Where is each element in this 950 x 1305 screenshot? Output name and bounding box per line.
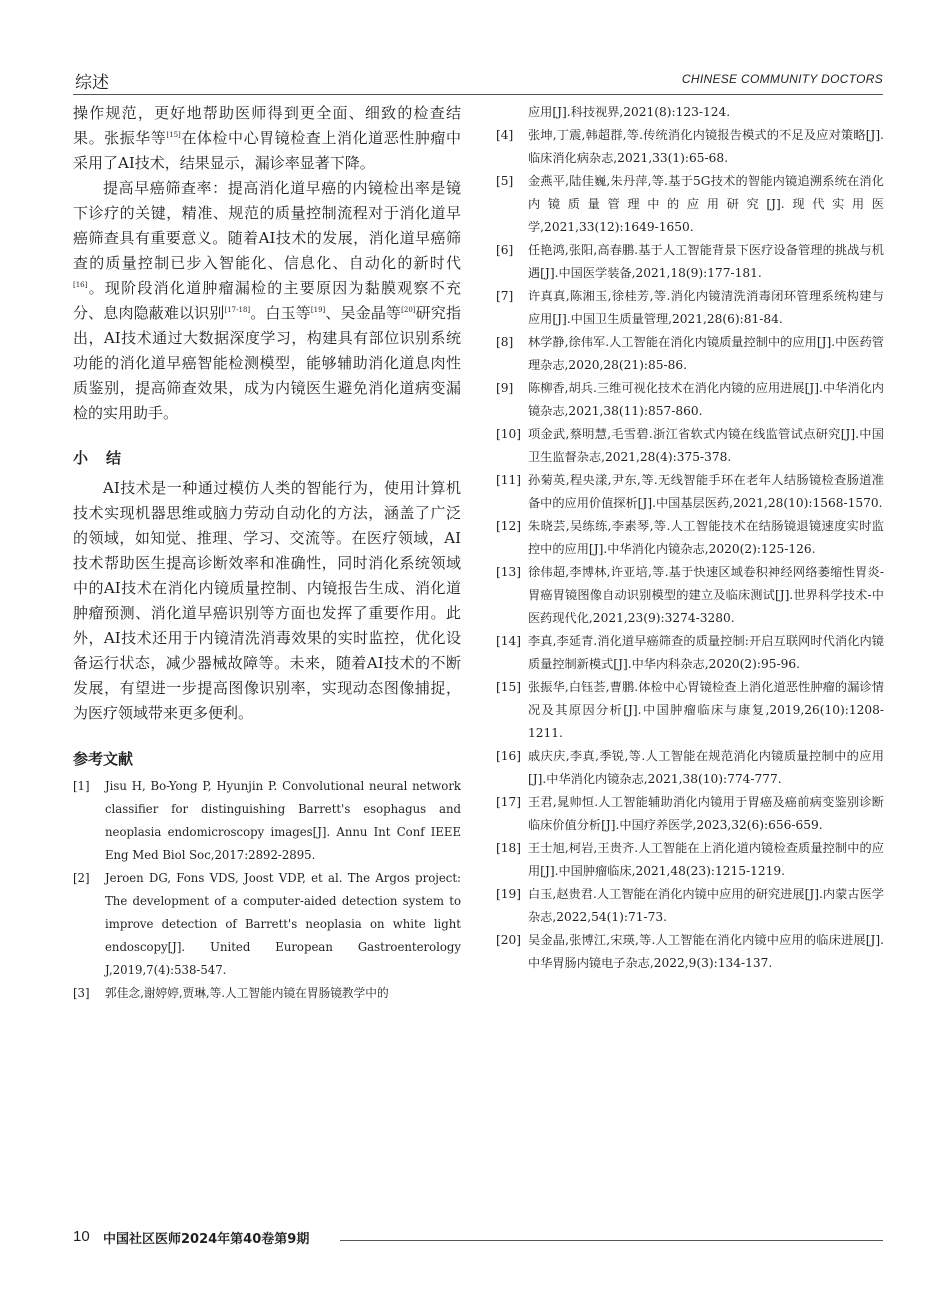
reference-number: [7] bbox=[496, 289, 514, 303]
reference-number: [12] bbox=[496, 519, 522, 533]
reference-text: 张坤,丁震,韩超群,等.传统消化内镜报告模式的不足及应对策略[J].临床消化病杂志,2021,33(1):65-68. bbox=[528, 128, 884, 165]
reference-item bbox=[496, 239, 884, 285]
reference-text: Jisu H, Bo-Yong P, Hyunjin P. Convolutional neural network classifier for distinguishing Barrett's esophagus and neoplasia endomicroscopy images[J]. Annu Int Conf IEEE Eng Med Biol Soc,2017:2892-2895. bbox=[105, 779, 461, 862]
reference-item bbox=[496, 561, 884, 630]
reference-list-right bbox=[496, 101, 884, 975]
body-paragraph-1 bbox=[73, 101, 461, 176]
page-number: 10 bbox=[73, 1228, 90, 1245]
paragraph-text: 研究指出，AI技术通过大数据深度学习，构建具有部位识别系统功能的消化道早癌智能检测模型，能够辅助消化道息肉性质鉴别，提高筛查效果，成为内镜医生避免消化道病变漏检的实用助手。 bbox=[73, 304, 461, 422]
citation-marker: [19] bbox=[310, 306, 326, 314]
reference-number: [15] bbox=[496, 680, 522, 694]
right-column bbox=[496, 101, 884, 975]
reference-item bbox=[73, 982, 461, 1005]
reference-text: 徐伟超,李博林,许亚培,等.基于快速区域卷积神经网络萎缩性胃炎-胃癌胃镜图像自动识别模型的建立及临床测试[J].世界科学技术-中医药现代化,2021,23(9):3274-3280. bbox=[528, 565, 884, 625]
reference-number: [2] bbox=[73, 871, 90, 885]
reference-item-continued bbox=[496, 101, 884, 124]
reference-number: [14] bbox=[496, 634, 522, 648]
reference-item bbox=[496, 469, 884, 515]
reference-item bbox=[496, 377, 884, 423]
reference-number: [8] bbox=[496, 335, 514, 349]
reference-list-left bbox=[73, 775, 461, 1005]
references-heading: 参考文献 bbox=[73, 750, 134, 768]
journal-issue: 中国社区医师2024年第40卷第9期 bbox=[103, 1232, 310, 1247]
reference-item bbox=[496, 515, 884, 561]
reference-text: 孙菊英,程央漾,尹东,等.无线智能手环在老年人结肠镜检查肠道准备中的应用价值探析[J].中国基层医药,2021,28(10):1568-1570. bbox=[528, 473, 884, 510]
reference-text: 陈柳香,胡兵.三维可视化技术在消化内镜的应用进展[J].中华消化内镜杂志,2021,38(11):857-860. bbox=[528, 381, 884, 418]
reference-number: [18] bbox=[496, 841, 522, 855]
reference-text: 许真真,陈湘玉,徐桂芳,等.消化内镜清洗消毒闭环管理系统构建与应用[J].中国卫生质量管理,2021,28(6):81-84. bbox=[528, 289, 884, 326]
paragraph-text: 。白玉等 bbox=[250, 304, 311, 322]
citation-marker: [16] bbox=[73, 281, 88, 289]
reference-text: 任艳鸿,张阳,高春鹏.基于人工智能背景下医疗设备管理的挑战与机遇[J].中国医学装备,2021,18(9):177-181. bbox=[528, 243, 884, 280]
journal-title-en: CHINESE COMMUNITY DOCTORS bbox=[681, 72, 883, 86]
reference-item bbox=[73, 775, 461, 867]
reference-number: [20] bbox=[496, 933, 522, 947]
reference-item bbox=[496, 837, 884, 883]
reference-number: [3] bbox=[73, 986, 90, 1000]
reference-text: 戚庆庆,李真,季锐,等.人工智能在规范消化内镜质量控制中的应用[J].中华消化内镜杂志,2021,38(10):774-777. bbox=[528, 749, 884, 786]
reference-text: 白玉,赵贵君.人工智能在消化内镜中应用的研究进展[J].内蒙古医学杂志,2022,54(1):71-73. bbox=[528, 887, 884, 924]
reference-number: [4] bbox=[496, 128, 514, 142]
reference-item bbox=[496, 124, 884, 170]
summary-heading: 小结 bbox=[73, 449, 140, 467]
reference-item bbox=[496, 791, 884, 837]
reference-text: 应用[J].科技视界,2021(8):123-124. bbox=[528, 105, 731, 119]
reference-text: 吴金晶,张博江,宋瑛,等.人工智能在消化内镜中应用的临床进展[J].中华胃肠内镜电子杂志,2022,9(3):134-137. bbox=[528, 933, 884, 970]
reference-number: [16] bbox=[496, 749, 522, 763]
paragraph-text: 、吴金晶等 bbox=[325, 304, 402, 322]
reference-item bbox=[496, 170, 884, 239]
reference-item bbox=[73, 867, 461, 982]
reference-text: 李真,李延青.消化道早癌筛查的质量控制:开启互联网时代消化内镜质量控制新模式[J].中华内科杂志,2020(2):95-96. bbox=[528, 634, 884, 671]
reference-item bbox=[496, 676, 884, 745]
reference-number: [6] bbox=[496, 243, 514, 257]
reference-item bbox=[496, 285, 884, 331]
citation-marker: [20] bbox=[401, 306, 416, 314]
reference-number: [19] bbox=[496, 887, 522, 901]
reference-number: [10] bbox=[496, 427, 522, 441]
section-label: 综述 bbox=[75, 73, 109, 93]
citation-marker: [15] bbox=[166, 131, 181, 139]
header-divider bbox=[73, 94, 883, 95]
reference-text: 张振华,白钰荟,曹鹏.体检中心胃镜检查上消化道恶性肿瘤的漏诊情况及其原因分析[J].中国肿瘤临床与康复,2019,26(10):1208-1211. bbox=[528, 680, 884, 740]
reference-text: 金燕平,陆佳巍,朱丹萍,等.基于5G技术的智能内镜追溯系统在消化内镜质量管理中的应用研究[J].现代实用医学,2021,33(12):1649-1650. bbox=[528, 174, 884, 234]
reference-number: [9] bbox=[496, 381, 514, 395]
paragraph-text: 在体检中心胃镜检查上消化道恶性肿瘤中采用了AI技术，结果显示，漏诊率显著下降。 bbox=[73, 129, 461, 172]
reference-text: 林学静,徐伟军.人工智能在消化内镜质量控制中的应用[J].中医药管理杂志,2020,28(21):85-86. bbox=[528, 335, 884, 372]
paragraph-text: 操作规范，更好地帮助医师得到更全面、细致的检查结果。张振华等 bbox=[73, 104, 461, 147]
reference-text: 王士旭,柯岩,王贵齐.人工智能在上消化道内镜检查质量控制中的应用[J].中国肿瘤临床,2021,48(23):1215-1219. bbox=[528, 841, 884, 878]
reference-number: [1] bbox=[73, 779, 90, 793]
reference-item bbox=[496, 745, 884, 791]
reference-number: [5] bbox=[496, 174, 514, 188]
reference-text: 王君,晁帅恒.人工智能辅助消化内镜用于胃癌及癌前病变鉴别诊断临床价值分析[J].中国疗养医学,2023,32(6):656-659. bbox=[528, 795, 884, 832]
reference-text: 郭佳念,谢婷婷,贾琳,等.人工智能内镜在胃肠镜教学中的 bbox=[105, 986, 389, 1000]
reference-number: [17] bbox=[496, 795, 522, 809]
footer-divider bbox=[340, 1240, 883, 1241]
summary-paragraph: AI技术是一种通过模仿人类的智能行为，使用计算机技术实现机器思维或脑力劳动自动化的方法，涵盖了广泛的领域，如知觉、推理、学习、交流等。在医疗领域，AI技术帮助医生提高诊断效率和准确性，同时消化系统领域中的AI技术在消化内镜质量控制、内镜报告生成、消化道肿瘤预测、消化道早癌识别等方面也发挥了重要作用。此外，AI技术还用于内镜清洗消毒效果的实时监控，优化设备运行状态，减少器械故障等。未来，随着AI技术的不断发展，有望进一步提高图像识别率，实现动态图像捕捉，为医疗领域带来更多便利。 bbox=[73, 479, 461, 722]
reference-text: Jeroen DG, Fons VDS, Joost VDP, et al. The Argos project: The development of a computer-aided detection system to improve detection of Barrett's neoplasia on white light endoscopy[J]. United European Gastroenterology J,2019,7(4):538-547. bbox=[105, 871, 461, 977]
reference-number: [13] bbox=[496, 565, 522, 579]
reference-item bbox=[496, 331, 884, 377]
reference-text: 朱晓芸,吴练练,李素琴,等.人工智能技术在结肠镜退镜速度实时监控中的应用[J].中华消化内镜杂志,2020(2):125-126. bbox=[528, 519, 884, 556]
paragraph-text: 。现阶段消化道肿瘤漏检的主要原因为黏膜观察不充分、息肉隐蔽难以识别 bbox=[73, 279, 461, 322]
reference-item bbox=[496, 630, 884, 676]
reference-item bbox=[496, 883, 884, 929]
body-paragraph-early-cancer bbox=[73, 176, 461, 426]
left-column bbox=[73, 101, 461, 1005]
reference-item bbox=[496, 423, 884, 469]
reference-item bbox=[496, 929, 884, 975]
citation-marker: [17-18] bbox=[224, 306, 251, 314]
paragraph-text: 提高早癌筛查率：提高消化道早癌的内镜检出率是镜下诊疗的关键，精准、规范的质量控制流程对于消化道早癌筛查具有重要意义。随着AI技术的发展，消化道早癌筛查的质量控制已步入智能化、信息化、自动化的新时代 bbox=[73, 179, 461, 272]
reference-text: 项金武,蔡明慧,毛雪碧.浙江省软式内镜在线监管试点研究[J].中国卫生监督杂志,2021,28(4):375-378. bbox=[528, 427, 884, 464]
reference-number: [11] bbox=[496, 473, 522, 487]
